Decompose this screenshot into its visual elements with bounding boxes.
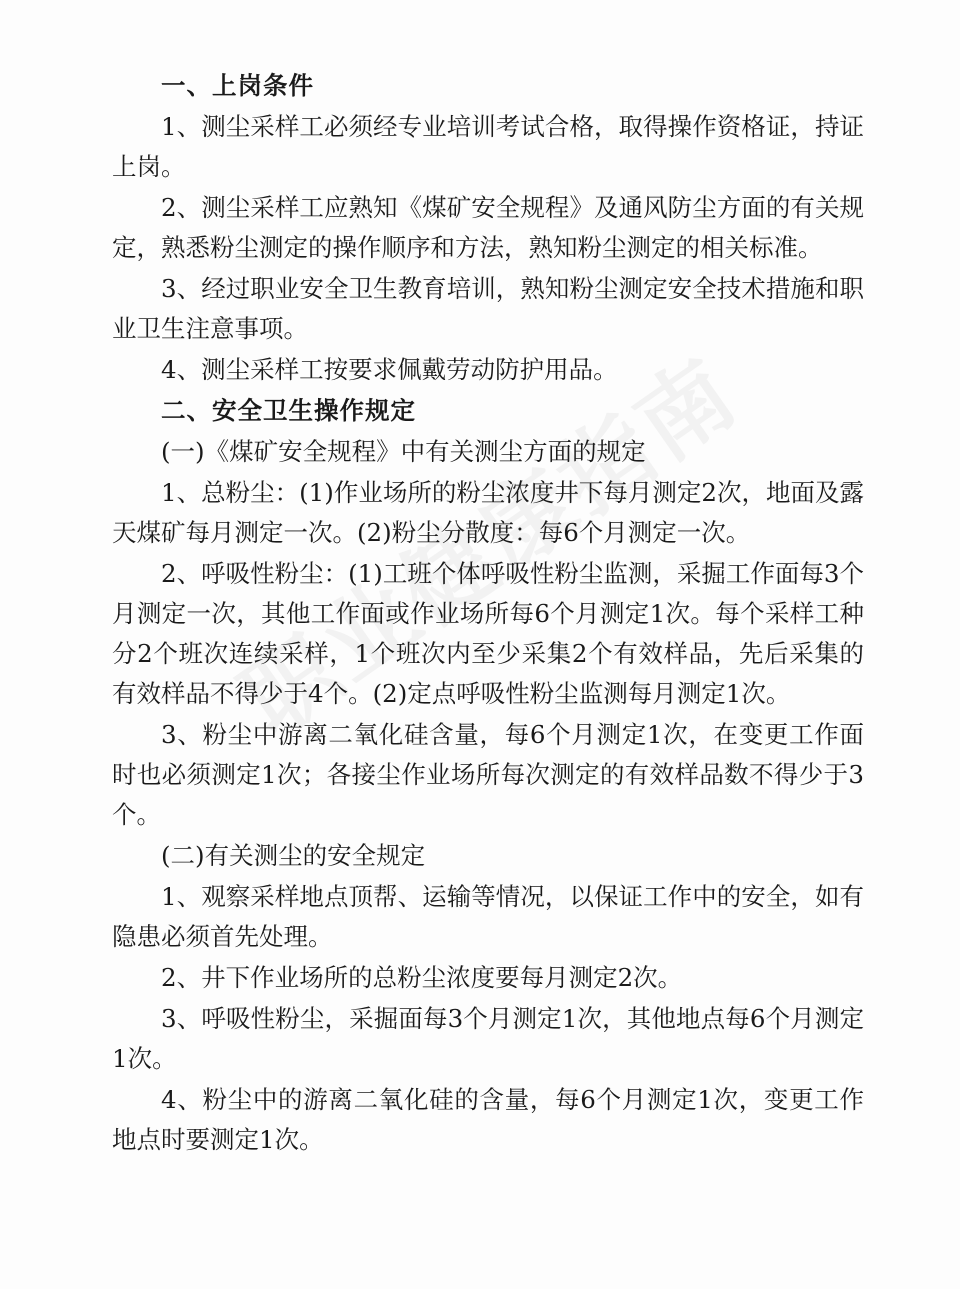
paragraph-1-3: 3、经过职业安全卫生教育培训，熟知粉尘测定安全技术措施和职业卫生注意事项。 — [112, 274, 864, 343]
paragraph-3-2: 2、井下作业场所的总粉尘浓度要每月测定2次。 — [161, 963, 683, 992]
subsection-heading-2: (二)有关测尘的安全规定 — [161, 841, 426, 870]
paragraph-3-1: 1、观察采样地点顶帮、运输等情况，以保证工作中的安全，如有隐患必须首先处理。 — [112, 882, 864, 951]
paragraph-3-4: 4、粉尘中的游离二氧化硅的含量，每6个月测定1次，变更工作地点时要测定1次。 — [112, 1085, 864, 1154]
paragraph-1-2: 2、测尘采样工应熟知《煤矿安全规程》及通风防尘方面的有关规定，熟悉粉尘测定的操作顺序和方法，熟知粉尘测定的相关标准。 — [112, 193, 864, 262]
paragraph-2-2: 2、呼吸性粉尘：(1)工班个体呼吸性粉尘监测，采掘工作面每3个月测定一次，其他工作面或作业场所每6个月测定1次。每个采样工种分2个班次连续采样，1个班次内至少采集2个有效样品，先后采集的有效样品不得少于4个。(2)定点呼吸性粉尘监测每月测定1次。 — [112, 559, 864, 708]
paragraph-1-1: 1、测尘采样工必须经专业培训考试合格，取得操作资格证，持证上岗。 — [112, 112, 864, 181]
paragraph-2-3: 3、粉尘中游离二氧化硅含量，每6个月测定1次，在变更工作面时也必须测定1次；各接尘作业场所每次测定的有效样品数不得少于3个。 — [112, 720, 864, 829]
section-heading-2: 二、安全卫生操作规定 — [161, 396, 416, 425]
section-heading-1: 一、上岗条件 — [161, 71, 314, 100]
subsection-heading-1: (一)《煤矿安全规程》中有关测尘方面的规定 — [161, 437, 646, 466]
paragraph-2-1: 1、总粉尘：(1)作业场所的粉尘浓度井下每月测定2次，地面及露天煤矿每月测定一次。(2)粉尘分散度：每6个月测定一次。 — [112, 478, 864, 547]
paragraph-1-4: 4、测尘采样工按要求佩戴劳动防护用品。 — [161, 355, 618, 384]
paragraph-3-3: 3、呼吸性粉尘，采掘面每3个月测定1次，其他地点每6个月测定1次。 — [112, 1004, 864, 1073]
document-body — [112, 66, 864, 1161]
